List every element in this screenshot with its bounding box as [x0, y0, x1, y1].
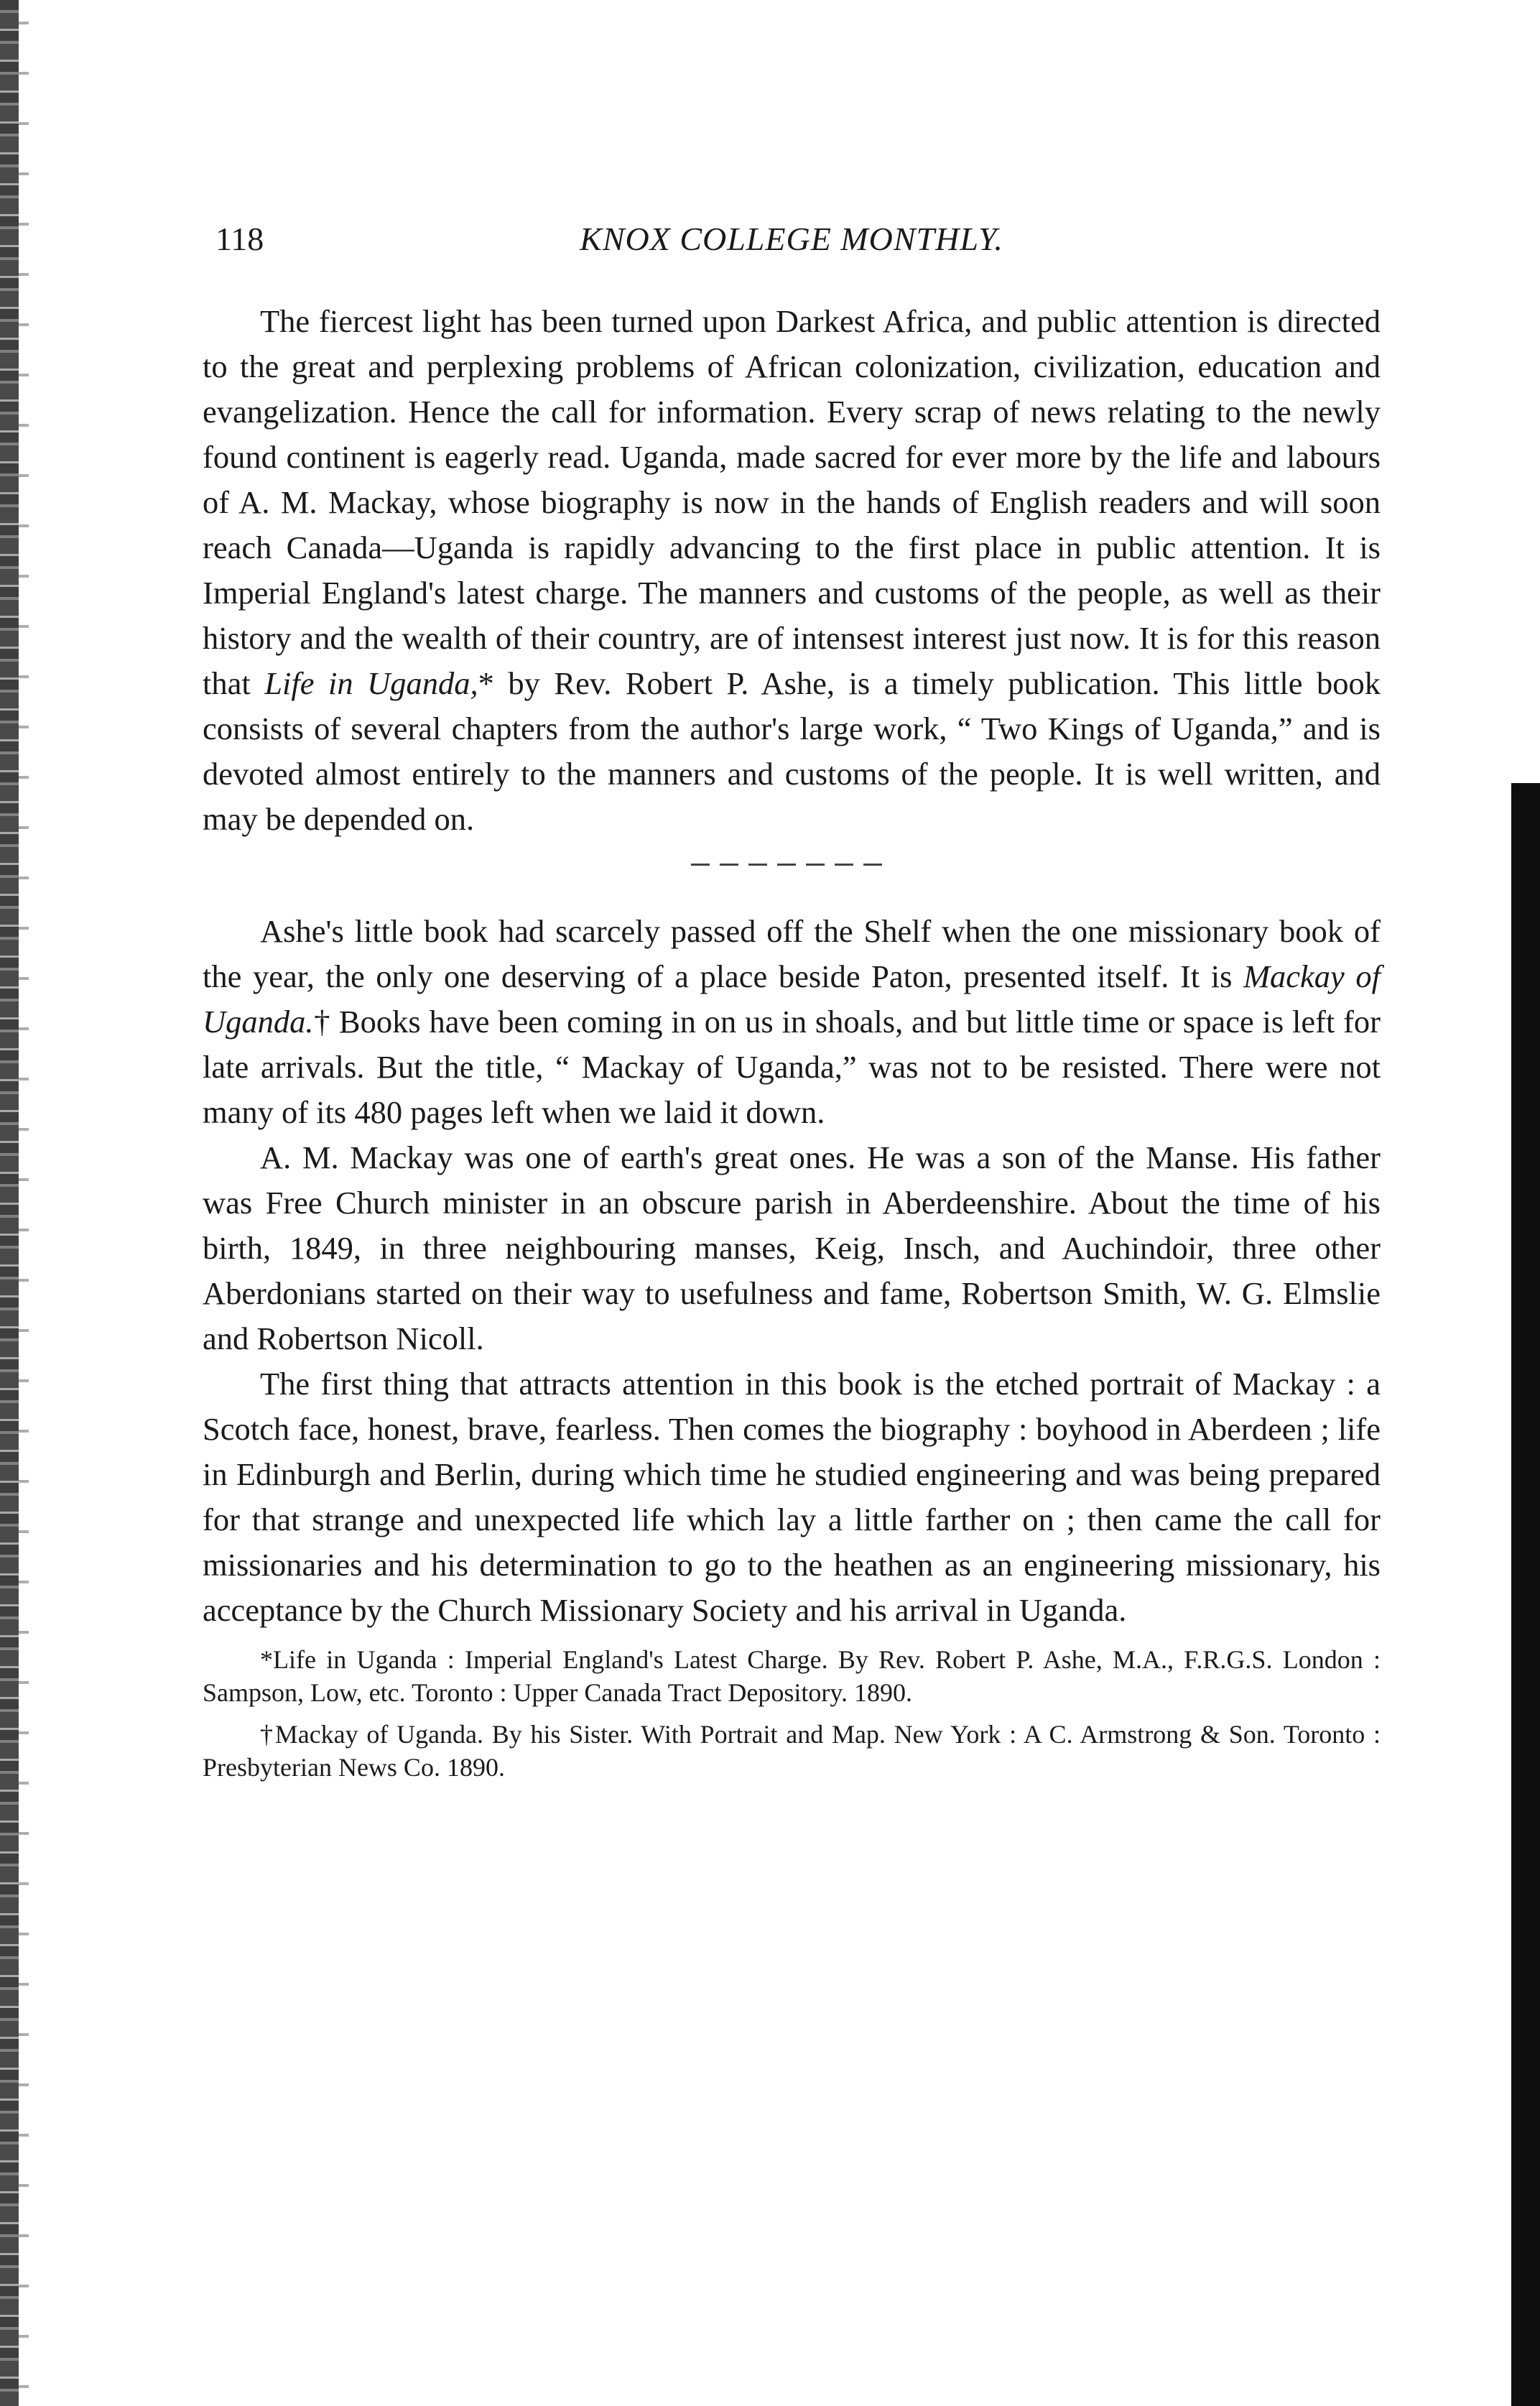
paragraph-text: The fiercest light has been turned upon Darkest Africa, and public attention is directed to the great and perplexing problems of African colonization, civilization, education and evangelization. Hence the call for information. Every scrap of news relating to the newly found continent is eagerly read. Uganda, made sacred for ever more by the life and labours of A. M. Mackay, whose biography is now in the hands of English readers and will soon reach Canada—Uganda is rapidly advancing to the first place in public attention. It is Imperial England's latest charge. The manners and customs of the people, as well as their history and the wealth of their country, are of intensest interest just now. It is for this reason that	[203, 303, 1381, 701]
paragraph: A. M. Mackay was one of earth's great ones. He was a son of the Manse. His father was Free Church minister in an obscure parish in Aberdeenshire. About the time of his birth, 1849, in three neighbouring manses, Keig, Insch, and Auchindoir, three other Aberdonians started on their way to usefulness and fame, Robertson Smith, W. G. Elmslie and Robertson Nicoll.	[203, 1139, 1381, 1356]
page-number: 118	[215, 221, 264, 257]
scan-binding-shadow	[19, 0, 29, 2406]
scan-right-edge	[1511, 783, 1540, 2406]
paragraph	[203, 909, 1381, 1135]
footnotes	[203, 1643, 1381, 1784]
paragraph-text: † Books have been coming in on us in shoals, and but little time or space is left for late arrivals. But the title, “ Mackay of Uganda,” was not to be resisted. There were not many of its 480 pages left when we laid it down.	[203, 1004, 1381, 1130]
paragraph: The first thing that attracts attention in this book is the etched portrait of Mackay : a Scotch face, honest, brave, fearless. Then comes the biography : boyhood in Aberdeen ; life in Edinburgh and Berlin, during which time he studied engineering and was being prepared for that strange and unexpected life which lay a little farther on ; then came the call for missionaries and his determination to go to the heathen as an engineering missionary, his acceptance by the Church Missionary Society and his arrival in Uganda.	[203, 1366, 1381, 1628]
footnote-life-in-uganda: *Life in Uganda : Imperial England's Latest Charge. By Rev. Robert P. Ashe, M.A., F.R.G.S. London : Sampson, Low, etc. Toronto : Upper Canada Tract Depository. 1890.	[203, 1645, 1381, 1707]
paragraph-text: * by Rev. Robert P. Ashe, is a timely publication. This little book consists of several chapters from the author's large work, “ Two Kings of Uganda,” and is devoted almost entirely to the manners and customs of the people. It is well written, and may be depended on.	[203, 665, 1381, 837]
book-title-mackay-of-uganda: Mackay of Uganda.	[203, 958, 1381, 1040]
scan-binding-edge	[0, 0, 19, 2406]
page-body	[203, 210, 1381, 1792]
book-title-life-in-uganda: Life in Uganda,	[264, 665, 478, 701]
running-head	[203, 210, 1381, 260]
section-divider	[691, 864, 892, 866]
journal-title: KNOX COLLEGE MONTHLY.	[580, 221, 1003, 257]
paragraph-text: Ashe's little book had scarcely passed off the Shelf when the one missionary book of the year, the only one deserving of a place beside Paton, presented itself. It is	[203, 913, 1381, 994]
article-section-mackay	[203, 909, 1381, 1633]
article-section-ashe	[203, 299, 1381, 842]
footnote-mackay-of-uganda: †Mackay of Uganda. By his Sister. With Portrait and Map. New York : A C. Armstrong & Son. Toronto : Presbyterian News Co. 1890.	[203, 1720, 1381, 1782]
paragraph	[203, 299, 1381, 842]
